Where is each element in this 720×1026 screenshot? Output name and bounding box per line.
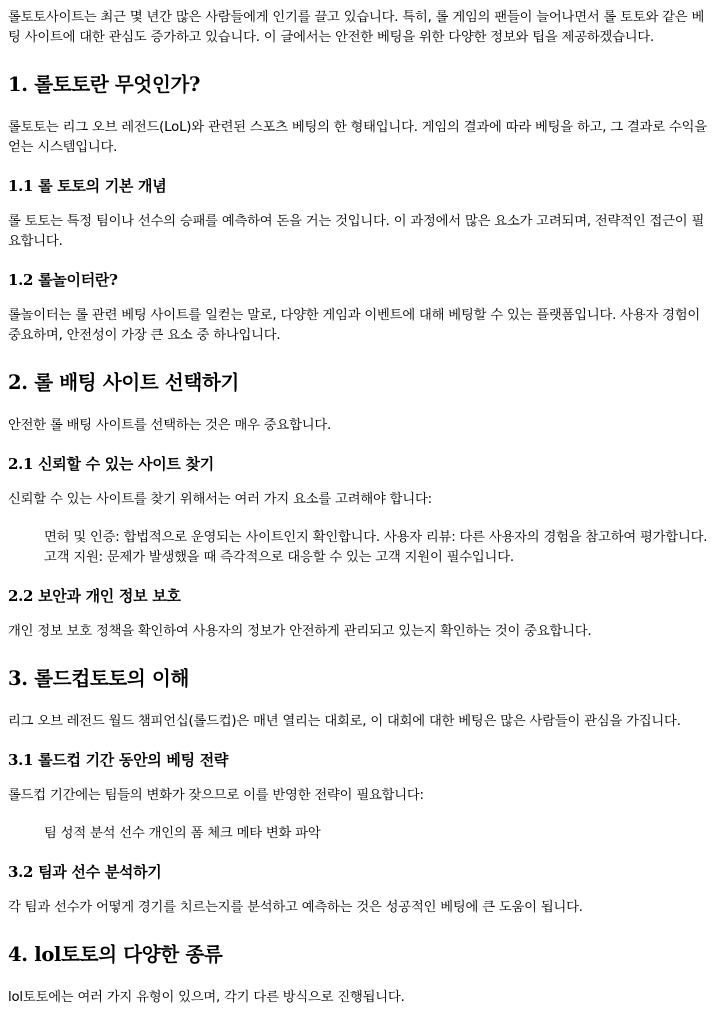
section-paragraph: 리그 오브 레전드 월드 챔피언십(롤드컵)은 매년 열리는 대회로, 이 대회에 대한 베팅은 많은 사람들이 관심을 가집니다.: [8, 714, 681, 729]
blockquote-text: 팀 성적 분석 선수 개인의 폼 체크 메타 변화 파악: [44, 826, 321, 841]
section-heading: 4. lol토토의 다양한 종류: [8, 943, 223, 966]
subsection-heading: 2.2 보안과 개인 정보 보호: [8, 587, 181, 605]
subsection-paragraph: 롤드컵 기간에는 팀들의 변화가 잦으므로 이를 반영한 전략이 필요합니다:: [8, 788, 424, 803]
subsection-paragraph: 롤놀이터는 롤 관련 베팅 사이트를 일컫는 말로, 다양한 게임과 이벤트에 대해 베팅할 수 있는 플랫폼입니다. 사용자 경험이 중요하며, 안전성이 가장 큰 요소 중 하나입니다.: [8, 308, 701, 343]
subsection-paragraph: 개인 정보 보호 정책을 확인하여 사용자의 정보가 안전하게 관리되고 있는지 확인하는 것이 중요합니다.: [8, 624, 592, 639]
subsection-paragraph: 롤 토토는 특정 팀이나 선수의 승패를 예측하여 돈을 거는 것입니다. 이 과정에서 많은 요소가 고려되며, 전략적인 접근이 필요합니다.: [8, 214, 705, 249]
section-heading: 1. 롤토토란 무엇인가?: [8, 73, 201, 96]
subsection-paragraph: 각 팀과 선수가 어떻게 경기를 치르는지를 분석하고 예측하는 것은 성공적인 베팅에 큰 도움이 됩니다.: [8, 900, 583, 915]
article: [0, 8, 714, 1008]
section-heading: 2. 롤 배팅 사이트 선택하기: [8, 371, 240, 394]
criteria-blockquote: [44, 528, 714, 568]
subsection-heading: 3.1 롤드컵 기간 동안의 베팅 전략: [8, 751, 229, 769]
blockquote-text: 면허 및 인증: 합법적으로 운영되는 사이트인지 확인합니다. 사용자 리뷰: 다른 사용자의 경험을 참고하여 평가합니다. 고객 지원: 문제가 발생했을 때 즉각적으로 대응할 수 있는 고객 지원이 필수입니다.: [44, 530, 708, 565]
subsection-heading: 1.2 롤놀이터란?: [8, 271, 118, 289]
section-paragraph: 안전한 롤 배팅 사이트를 선택하는 것은 매우 중요합니다.: [8, 418, 332, 433]
section-paragraph: 롤토토는 리그 오브 레전드(LoL)와 관련된 스포츠 베팅의 한 형태입니다. 게임의 결과에 따라 베팅을 하고, 그 결과로 수익을 얻는 시스템입니다.: [8, 120, 707, 155]
subsection-heading: 1.1 롤 토토의 기본 개념: [8, 177, 167, 195]
subsection-heading: 3.2 팀과 선수 분석하기: [8, 863, 162, 881]
section-paragraph: lol토토에는 여러 가지 유형이 있으며, 각기 다른 방식으로 진행됩니다.: [8, 990, 405, 1005]
strategy-blockquote: [44, 824, 714, 844]
intro-paragraph: 롤토토사이트는 최근 몇 년간 많은 사람들에게 인기를 끌고 있습니다. 특히, 롤 게임의 팬들이 늘어나면서 롤 토토와 같은 베팅 사이트에 대한 관심도 증가하고 있습니다. 이 글에서는 안전한 베팅을 위한 다양한 정보와 팁을 제공하겠습니다.: [8, 10, 705, 45]
section-heading: 3. 롤드컵토토의 이해: [8, 667, 190, 690]
subsection-paragraph: 신뢰할 수 있는 사이트를 찾기 위해서는 여러 가지 요소를 고려해야 합니다:: [8, 492, 432, 507]
subsection-heading: 2.1 신뢰할 수 있는 사이트 찾기: [8, 455, 214, 473]
